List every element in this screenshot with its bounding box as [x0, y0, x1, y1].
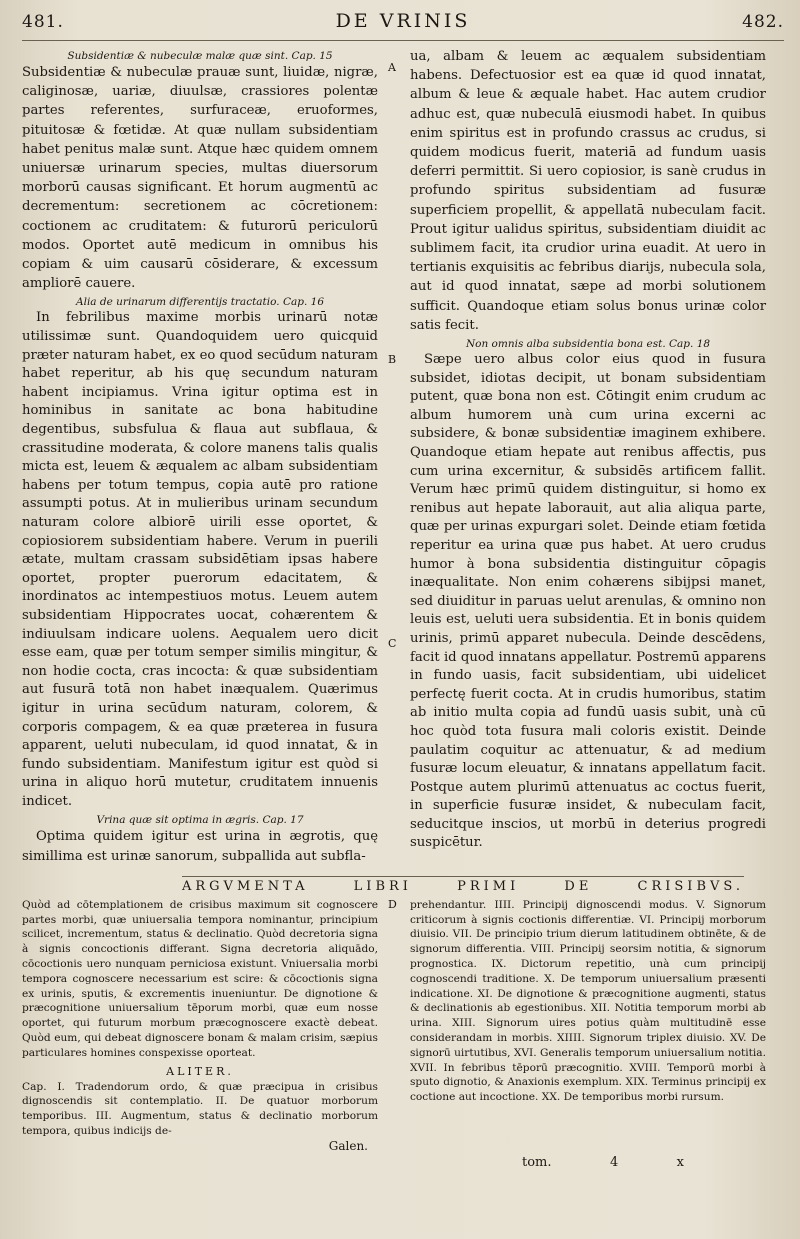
margin-letter-d: D: [388, 897, 397, 911]
chapter-17-text: Optima quidem igitur est urina in ægrotis, quę simillima est urinæ sanorum, subpallida aut subfla-: [22, 829, 378, 864]
signature-mark: x: [676, 1154, 684, 1170]
argument-summary: Quòd ad cōtemplationem de crisibus maximum sit cognoscere partes morbi, quæ uniuersalia tempora nominantur, principium scilicet, incrementum, status & declinatio. Quòd decretoria signa à signis concoctionis differant. Signa decretoria aliquādo, cōcoctionis uero nunquam perniciosa existunt. Vniuersalia morbi tempora cognoscere necessarium est scire: & cōcoctionis signa ex urinis, sputis, & excrementis inueniuntur. De dignotione & præcognitione uniuersalium tēporum morbi, quæ eum nosse oportet, qui futurum morbum præcognoscere exactè debeat. Quòd eum, qui debeat dignoscere bonam & malam crisim, sæpius particulares homines conspexisse oporteat.: [22, 898, 378, 1059]
argument-word-2: LIBRI: [353, 878, 412, 894]
right-column: [400, 47, 766, 866]
argument-left-column: [22, 898, 388, 1153]
chapter-15-title: Subsidentiæ & nubeculæ malæ quæ sint. Cap. 15: [67, 50, 333, 62]
argument-heading: [182, 876, 744, 894]
page-header: [22, 10, 784, 41]
aliter-heading: ALITER.: [166, 1064, 234, 1078]
chapter-15-text: Subsidentiæ & nubeculæ prauæ sunt, liuidæ, nigræ, caliginosæ, uariæ, diuulsæ, crassiores polentæ partes referentes, surfuraceæ, eruoformes, pituitosæ & fœtidæ. At quæ nullam subsidentiam habet penitus malæ sunt. Atque hæc quidem omnem uniuersæ urinarum species, multas diuersorum morborū causas significant. Et horum augmentū ac decrementum: secretionem ac cōcretionem: coctionem ac cruditatem: & futurorū periculorū modos. Oportet autē medicum in omnibus his copiam & uim causarū cōsiderare, & excessum ampliorē cauere.: [22, 65, 378, 292]
signature-label: tom.: [522, 1154, 552, 1170]
chapter-18-title: Non omnis alba subsidentia bona est. Cap. 18: [465, 338, 711, 351]
margin-letter-c: C: [388, 637, 397, 650]
catchword: Galen.: [328, 1138, 368, 1153]
main-columns: [22, 47, 784, 866]
argument-word-1: ARGVMENTA: [182, 878, 309, 894]
margin-letters: [388, 47, 400, 866]
chapter-list: prehendantur. IIII. Principij dignoscendi modus. V. Signorum criticorum à signis coctionis differentiæ. VI. Principij morborum diuisio. VII. De principio trium dierum latitudinem obtinēte, & de signorum differentia. VIII. Principij seorsim notitia, & signorum prognostica. IX. Dictorum repetitio, unà cum principij cognoscendi traditione. X. De temporum uniuersalium præsenti indicatione. XI. De dignotione & præcognitione augmenti, status & declinationis ab egestionibus. XII. Notitia temporum morbi ab urina. XIII. Signorum uires potius quàm multitudinē esse considerandam in morbis. XIIII. Signorum triplex diuisio. XV. De signorū uirtutibus, XVI. Generalis temporum uniuersalium notitia. XVII. In febribus tēporū præcognitio. XVIII. Temporū morbi à sputo dignotio, & Anaxionis exemplum. XIX. Terminus principij ex coctione aut incoctione. XX. De temporibus morbi rursum.: [410, 898, 766, 1104]
left-column: [22, 47, 388, 866]
argument-word-4: DE: [564, 878, 593, 894]
argument-word-3: PRIMI: [457, 878, 520, 894]
page-number-left: 481.: [22, 12, 64, 32]
argument-section: [22, 898, 784, 1153]
chapter-17-title: Vrina quæ sit optima in ægris. Cap. 17: [96, 814, 304, 827]
margin-letters-lower: [388, 898, 400, 1153]
page-footer: [522, 1155, 684, 1170]
running-title: DE VRINIS: [335, 10, 471, 32]
signature-number: 4: [609, 1154, 619, 1170]
page-number-right: 482.: [742, 12, 784, 32]
margin-letter-b: B: [388, 353, 397, 366]
chapter-17-continuation: ua, albam & leuem ac æqualem subsidentiam habens. Defectuosior est ea quæ id quod innatat, album & leue & æquale habet. Hac autem crudior adhuc est, quæ nubeculā eiusmodi habet. In quibus enim spiritus est in profundo crassus ac crudus, si quidem modicus fuerit, materiā ad fundum uasis deferri permittit. Si uero copiosior, is sanè crudus in profundo spiritus subsidentiam ad fusuræ superficiem propellit, & appellatā nubeculam facit. Prout igitur ualidus spiritus, subsidentiam diuidit ac sublimem facit, ita crudior urina euadit. At uero in tertianis exquisitis ac febribus diarijs, nubecula sola, aut id quod innatat, sæpe ad morbi solutionem sufficit. Quandoque etiam solus bonus urinæ color satis fecit.: [410, 49, 766, 333]
chapter-16-title: Alia de urinarum differentijs tractatio. Cap. 16: [76, 296, 324, 309]
chapter-16-text: In febrilibus maxime morbis urinarū notæ utilissimæ sunt. Quandoquidem uero quicquid præter naturam habet, ex eo quod secūdum naturam habet reperitur, ab his quę secundum naturam habent incipiamus. Vrina igitur optima est in hominibus in sanitate ac bona habitudine degentibus, subsfulua & flaua aut subflaua, & crassitudine moderata, & colore manens talis qualis micta est, leuem & æqualem ac albam subsidentiam habens per totum tempus, copia autē pro ratione assumpti potus. At in mulieribus urinam secundum naturam colore albiorē uirili esse oportet, & copiosiorem subsidentiam habere. Verum in puerili ætate, multam crassam subsidētiam ipsas habere oportet, propter puerorum edacitatem, & inordinatos ac intempestiuos motus. Leuem autem subsidentiam Hippocrates uocat, cohærentem & indiuulsam indicare uolens. Aequalem uero dicit esse eam, quæ per totum semper similis mingitur, & non hodie cocta, cras incocta: & quæ subsidentiam aut fusurā totā non habet inæqualem. Quærimus igitur in urina secūdum naturam, colorem, & corporis compagem, & ea quæ præterea in fusura apparent, ueluti nubeculam, id quod innatat, & in fundo subsidentiam. Manifestum igitur est quòd si urina in aliquo horū mutetur, cruditatem innuenis indicet.: [22, 310, 378, 809]
argument-word-5: CRISIBVS.: [637, 878, 744, 894]
aliter-text: Cap. I. Tradendorum ordo, & quæ præcipua in crisibus dignoscendis sit contemplatio. II. De quatuor morborum temporibus. III. Augmentum, status & declinatio morborum tempora, quibus indicijs de-: [22, 1080, 378, 1138]
chapter-18-text: Sæpe uero albus color eius quod in fusura subsidet, idiotas decipit, ut bonam subsidentiam putent, quæ bona non est. Cōtingit enim crudum ac album humorem unà cum urina excerni ac subsidere, & bonæ subsidentiæ imaginem exhibere. Quandoque etiam hepate aut renibus affectis, pus cum urina excernitur, & subsidēs artificem fallit. Verum hæc primū quidem distinguitur, si homo ex renibus aut hepate laborauit, aut alia aliqua parte, quæ per urinas expurgari solet. Deinde etiam fœtida reperitur ea urina quæ pus habet. At uero crudus humor à bona subsidentia distinguitur cōpagis inæqualitate. Non enim cohærens sibijpsi manet, sed diuiditur in paruas uelut arenulas, & omnino non leuis est, ueluti uera subsidentia. Et in bonis quidem urinis, primū apparet nubecula. Deinde descēdens, facit id quod innatans appellatur. Postremū apparens in fundo uasis, facit subsidentiam, ubi uidelicet perfectę fuerit cocta. At in crudis humoribus, statim ab initio multa copia ad fundū uasis subit, unà cū hoc quòd tota fusura mali coloris existit. Deinde paulatim coquitur ac attenuatur, & ad medium fusuræ locum eleuatur, & innatans appellatum facit. Postque autem plurimū attenuatus ac coctus fuerit, in superficie fusuræ insidet, & nubeculam facit, seducitque inscios, ut morbū in deterius progredi suspicētur.: [410, 352, 766, 851]
argument-right-column: [400, 898, 766, 1153]
margin-letter-a: A: [388, 61, 396, 74]
